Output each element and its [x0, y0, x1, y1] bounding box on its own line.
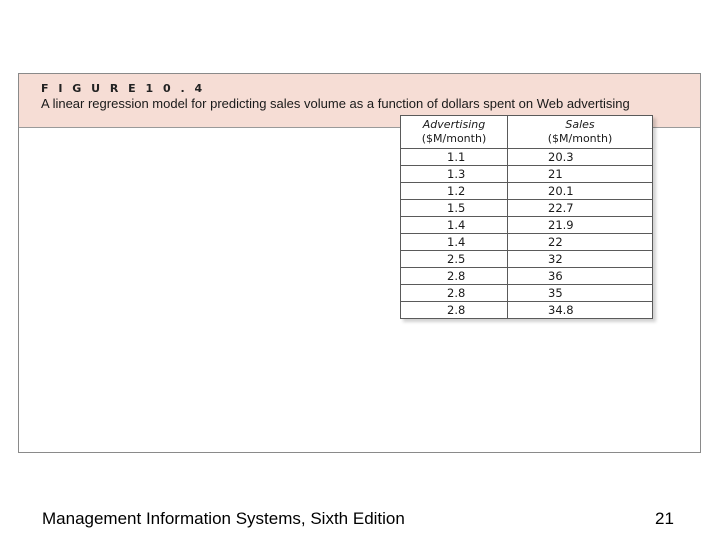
table-row	[401, 217, 653, 234]
advertising-cell: 1.3	[401, 166, 508, 183]
advertising-cell: 2.8	[401, 268, 508, 285]
book-title: Management Information Systems, Sixth Edition	[42, 509, 405, 528]
sales-cell: 21.9	[508, 217, 653, 234]
advertising-cell: 1.1	[401, 149, 508, 166]
advertising-cell: 1.2	[401, 183, 508, 200]
sales-cell: 20.3	[508, 149, 653, 166]
sales-cell: 36	[508, 268, 653, 285]
sales-cell: 21	[508, 166, 653, 183]
advertising-cell: 2.5	[401, 251, 508, 268]
table-header-row	[401, 116, 653, 149]
sales-cell: 35	[508, 285, 653, 302]
table-row	[401, 166, 653, 183]
page-number: 21	[655, 509, 674, 528]
sales-header: Sales ($M/month)	[508, 116, 653, 149]
data-table	[400, 115, 653, 319]
table-row	[401, 183, 653, 200]
advertising-cell: 1.5	[401, 200, 508, 217]
advertising-cell: 2.8	[401, 302, 508, 319]
advertising-cell: 1.4	[401, 234, 508, 251]
table-row	[401, 234, 653, 251]
table-row	[401, 302, 653, 319]
advertising-cell: 2.8	[401, 285, 508, 302]
sales-cell: 22	[508, 234, 653, 251]
sales-cell: 34.8	[508, 302, 653, 319]
table-row	[401, 251, 653, 268]
table-row	[401, 268, 653, 285]
table-row	[401, 285, 653, 302]
advertising-cell: 1.4	[401, 217, 508, 234]
sales-cell: 22.7	[508, 200, 653, 217]
figure-number: F I G U R E 1 0 . 4	[41, 82, 206, 95]
advertising-header: Advertising ($M/month)	[401, 116, 508, 149]
table-row	[401, 200, 653, 217]
figure-caption: A linear regression model for predicting sales volume as a function of dollars spent on Web advertising	[41, 96, 630, 111]
sales-cell: 20.1	[508, 183, 653, 200]
table-row	[401, 149, 653, 166]
sales-cell: 32	[508, 251, 653, 268]
